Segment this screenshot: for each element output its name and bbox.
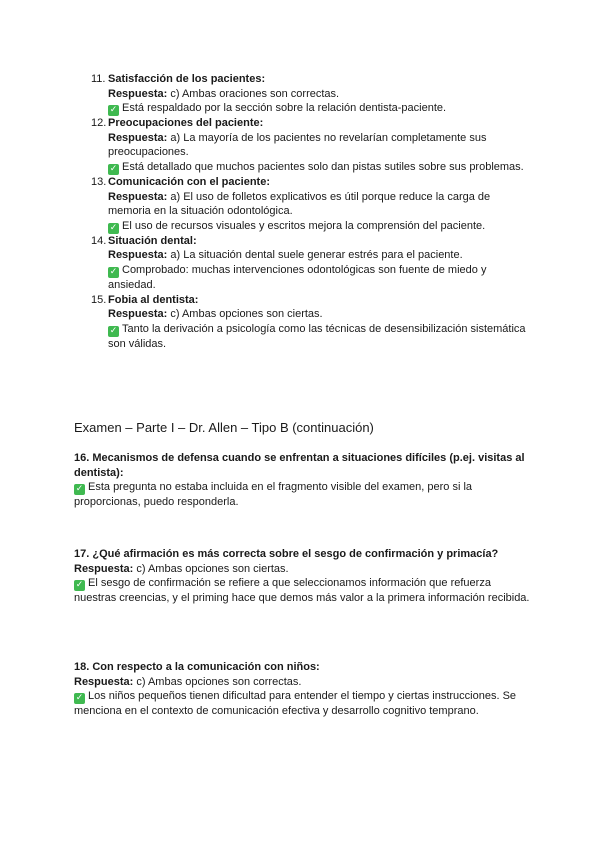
list-item (91, 72, 531, 116)
item-number: 13. (91, 175, 107, 188)
item-title: Fobia al dentista: (108, 293, 199, 306)
answer-note: El uso de recursos visuales y escritos mejora la comprensión del paciente. (122, 219, 486, 232)
item-title: Preocupaciones del paciente: (108, 117, 264, 130)
item-title: Comunicación con el paciente: (108, 175, 270, 188)
answer-label: Respuesta: (108, 190, 168, 203)
item-number: 11. (91, 73, 106, 85)
question-text: 16. Mecanismos de defensa cuando se enfrentan a situaciones difíciles (p.ej. visitas al dentista): (74, 452, 525, 479)
question-text: 17. ¿Qué afirmación es más correcta sobre el sesgo de confirmación y primacía? (74, 548, 499, 560)
question-18 (74, 660, 534, 719)
check-mark-icon: ✓ (109, 163, 118, 174)
answer-text: c) Ambas opciones son ciertas. (136, 562, 289, 575)
check-mark-icon: ✓ (109, 325, 118, 336)
answer-text: a) La situación dental suele generar estrés para el paciente. (170, 249, 463, 262)
answer-note: Está detallado que muchos pacientes solo dan pistas sutiles sobre sus problemas. (122, 160, 524, 173)
answer-note: Está respaldado por la sección sobre la relación dentista-paciente. (122, 102, 447, 115)
answer-note: Esta pregunta no estaba incluida en el fragmento visible del examen, pero si la proporcionas, puedo responderla. (74, 481, 473, 509)
item-number: 15. (91, 293, 107, 306)
check-mark-icon: ✓ (109, 222, 118, 233)
answer-text: a) La mayoría de los pacientes no revelarían completamente sus preocupaciones. (108, 131, 487, 159)
list-item (91, 234, 531, 293)
item-title: Satisfacción de los pacientes: (108, 73, 266, 85)
answer-text: c) Ambas opciones son ciertas. (170, 308, 323, 321)
check-mark-icon: ✓ (75, 580, 84, 591)
answer-note: El sesgo de confirmación se refiere a que seleccionamos información que refuerza nuestras creencias, y el priming hace que demos más valor a la primera información recibida. (74, 577, 530, 605)
answer-label: Respuesta: (108, 249, 168, 262)
item-title: Situación dental: (108, 234, 197, 247)
question-16 (74, 451, 534, 510)
answer-note: Los niños pequeños tienen dificultad para entender el tiempo y ciertas instrucciones. Se menciona en el contexto de comunicación efectiva y desarrollo cognitivo temprano. (74, 690, 517, 718)
answer-label: Respuesta: (108, 308, 168, 321)
check-mark-icon: ✓ (75, 693, 84, 704)
answer-note: Comprobado: muchas intervenciones odontológicas son fuente de miedo y ansiedad. (108, 263, 487, 291)
question-text: 18. Con respecto a la comunicación con niños: (74, 661, 320, 673)
check-mark-icon: ✓ (109, 105, 118, 116)
answer-label: Respuesta: (108, 131, 168, 144)
check-mark-icon: ✓ (109, 266, 118, 277)
answer-list (91, 72, 531, 351)
answer-label: Respuesta: (108, 87, 168, 100)
section-heading: Examen – Parte I – Dr. Allen – Tipo B (continuación) (74, 420, 374, 435)
check-mark-icon: ✓ (75, 484, 84, 495)
answer-text: a) El uso de folletos explicativos es útil porque reduce la carga de memoria en la situación odontológica. (108, 190, 491, 218)
answer-note: Tanto la derivación a psicología como las técnicas de desensibilización sistemática son válidas. (108, 322, 526, 350)
item-number: 12. (91, 117, 107, 130)
answer-label: Respuesta: (74, 675, 134, 688)
question-17 (74, 547, 534, 606)
list-item (91, 293, 531, 352)
list-item (91, 116, 531, 175)
list-item (91, 175, 531, 234)
answer-text: c) Ambas oraciones son correctas. (170, 87, 340, 100)
answer-text: c) Ambas opciones son correctas. (136, 675, 302, 688)
answer-label: Respuesta: (74, 562, 134, 575)
item-number: 14. (91, 234, 107, 247)
